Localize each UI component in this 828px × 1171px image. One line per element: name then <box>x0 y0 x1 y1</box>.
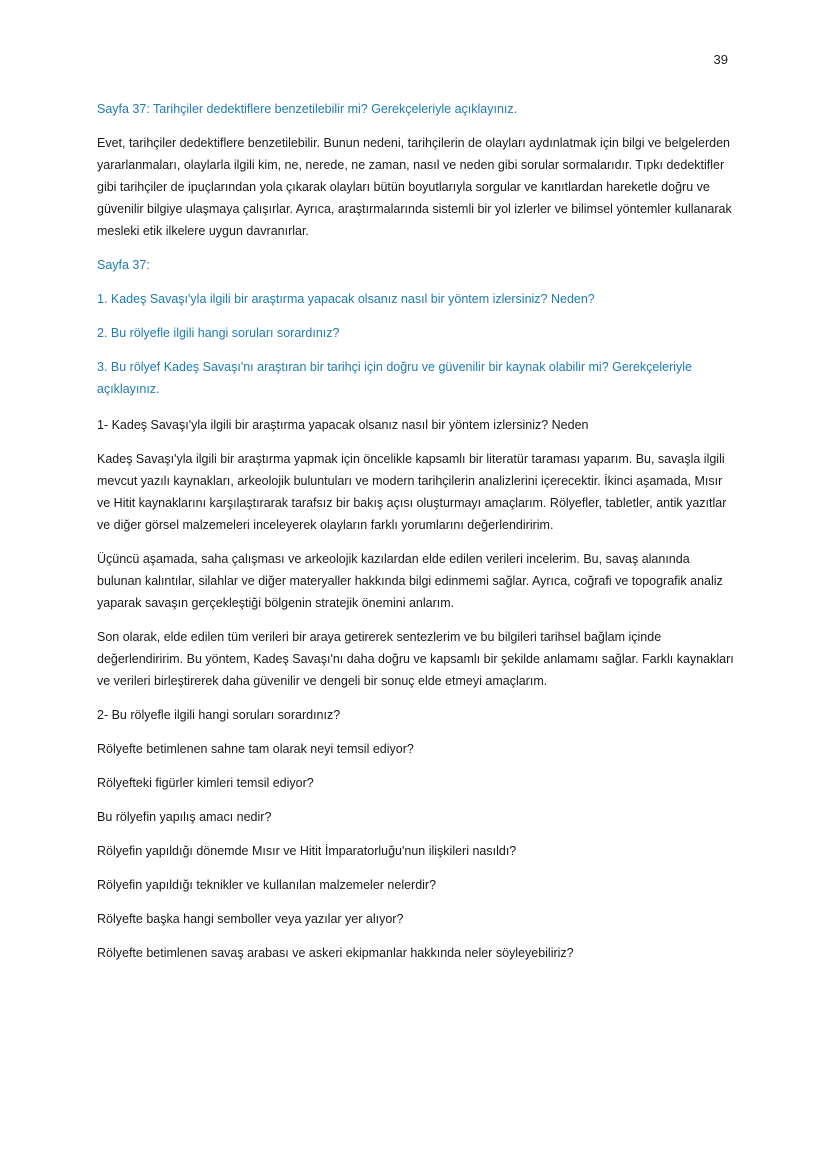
page-content <box>97 98 737 964</box>
answer-2-item: Rölyefte betimlenen savaş arabası ve askeri ekipmanlar hakkında neler söyleyebiliriz? <box>97 946 574 960</box>
answer-1-paragraph: Son olarak, elde edilen tüm verileri bir araya getirerek sentezlerim ve bu bilgileri tarihsel bağlam içinde değerlendiririm. Bu yöntem, Kadeş Savaşı'nı daha doğru ve kapsamlı bir şekilde anlamamı sağlar. Farklı kaynakları ve verileri birleştirerek daha güvenilir ve dengeli bir sonuç elde etmeyi amaçlarım. <box>97 630 734 688</box>
question-1: 1. Kadeş Savaşı'yla ilgili bir araştırma yapacak olsanız nasıl bir yöntem izlersiniz? Neden? <box>97 292 595 306</box>
answer-2-item: Rölyefin yapıldığı dönemde Mısır ve Hitit İmparatorluğu'nun ilişkileri nasıldı? <box>97 844 517 858</box>
answer-2-item: Rölyefte betimlenen sahne tam olarak neyi temsil ediyor? <box>97 742 414 756</box>
answer-2-item: Bu rölyefin yapılış amacı nedir? <box>97 810 272 824</box>
intro-question: Sayfa 37: Tarihçiler dedektiflere benzetilebilir mi? Gerekçeleriyle açıklayınız. <box>97 102 518 116</box>
answer-2-item: Rölyefin yapıldığı teknikler ve kullanılan malzemeler nelerdir? <box>97 878 437 892</box>
question-3: 3. Bu rölyef Kadeş Savaşı'nı araştıran bir tarihçi için doğru ve güvenilir bir kaynak olabilir mi? Gerekçeleriyle açıklayınız. <box>97 360 693 396</box>
page-number: 39 <box>713 52 728 67</box>
answer-2-item: Rölyefte başka hangi semboller veya yazılar yer alıyor? <box>97 912 404 926</box>
question-2: 2. Bu rölyefle ilgili hangi soruları sorardınız? <box>97 326 340 340</box>
intro-answer: Evet, tarihçiler dedektiflere benzetilebilir. Bunun nedeni, tarihçilerin de olayları aydınlatmak için bilgi ve belgelerden yararlanmaları, olaylarla ilgili kim, ne, nerede, ne zaman, nasıl ve neden gibi sorular sormalarıdır. Tıpkı dedektifler gibi tarihçiler de ipuçlarından yola çıkarak olayları bütün boyutlarıyla sorgular ve kanıtlardan hareketle doğru ve güvenilir bilgiye ulaşmaya çalışırlar. Ayrıca, araştırmalarında sistemli bir yol izlerler ve bilimsel yöntemler kullanarak mesleki etik ilkelere uygun davranırlar. <box>97 136 732 238</box>
answer-2-item: Rölyefteki figürler kimleri temsil ediyor? <box>97 776 314 790</box>
answer-1-paragraph: Kadeş Savaşı'yla ilgili bir araştırma yapmak için öncelikle kapsamlı bir literatür taraması yaparım. Bu, savaşla ilgili mevcut yazılı kaynakları, arkeolojik buluntuları ve modern tarihçilerin analizlerini içerecektir. İkinci aşamada, Mısır ve Hitit kaynaklarını karşılaştırarak tarafsız bir bakış açısı oluşturmayı amaçlarım. Rölyefler, tabletler, antik yazıtlar ve diğer görsel malzemeleri inceleyerek olayların farklı yorumlarını değerlendiririm. <box>97 452 727 532</box>
answer-2-heading: 2- Bu rölyefle ilgili hangi soruları sorardınız? <box>97 708 341 722</box>
answer-1-heading: 1- Kadeş Savaşı'yla ilgili bir araştırma yapacak olsanız nasıl bir yöntem izlersiniz? Neden <box>97 418 589 432</box>
answer-1-paragraph: Üçüncü aşamada, saha çalışması ve arkeolojik kazılardan elde edilen verileri incelerim. Bu, savaş alanında bulunan kalıntılar, silahlar ve diğer materyaller hakkında bilgi edinmemi sağlar. Ayrıca, coğrafi ve topografik analiz yaparak savaşın gerçekleştiği bölgenin stratejik önemini anlarım. <box>97 552 723 610</box>
section-label: Sayfa 37: <box>97 258 150 272</box>
